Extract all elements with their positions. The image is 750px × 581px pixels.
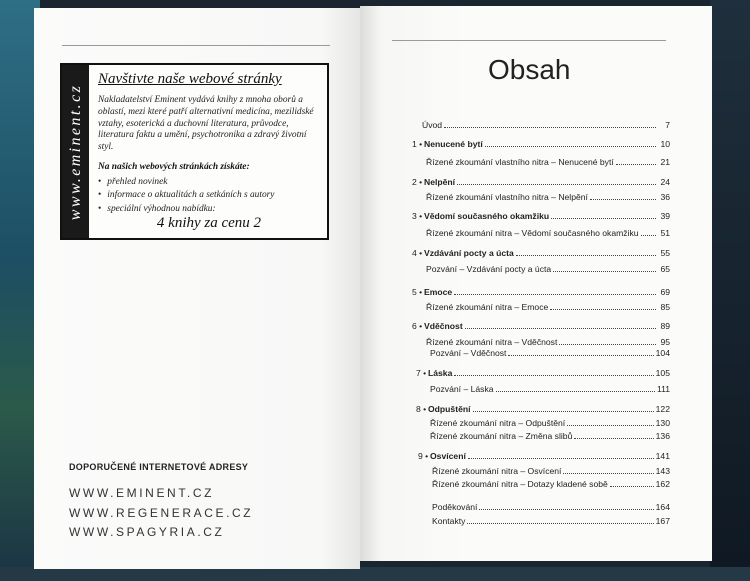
toc-page-number: 65 bbox=[660, 264, 670, 274]
ad-offer: 4 knihy za cenu 2 bbox=[156, 215, 262, 231]
toc-entry-row bbox=[430, 348, 670, 358]
toc-chapter-row bbox=[412, 211, 670, 221]
address-link[interactable]: WWW.SPAGYRIA.CZ bbox=[69, 525, 225, 539]
toc-chapter-number: 5 • bbox=[412, 287, 423, 297]
toc-page-number: 85 bbox=[660, 302, 670, 312]
toc-leader-dots bbox=[444, 126, 656, 128]
toc-entry-row bbox=[432, 479, 670, 489]
toc-entry-title: Poděkování bbox=[432, 502, 478, 512]
toc-entry-row bbox=[430, 384, 670, 394]
background-cover-right bbox=[710, 0, 750, 581]
toc-entry-row bbox=[426, 264, 670, 274]
background-bottom bbox=[0, 567, 750, 581]
ad-description: Nakladatelství Eminent vydává knihy z mnoha oborů a oblastí, mezi které patří alternativní medicína, mezilidské vztahy, esoterická a duchovní literatura, průvodce, literatura faktu a umění, psychotronika a zdravý životní styl. bbox=[98, 95, 314, 153]
toc-entry-title: Řízené zkoumání nitra – Vědomí současného okamžiku bbox=[426, 228, 639, 238]
toc-entry-row bbox=[426, 302, 670, 312]
ad-subheading: Na našich webových stránkách získáte: bbox=[98, 162, 250, 172]
toc-leader-dots bbox=[496, 390, 655, 392]
toc-page-number: 89 bbox=[660, 321, 670, 331]
toc-page-number: 104 bbox=[655, 348, 670, 358]
toc-page-number: 21 bbox=[660, 157, 670, 167]
toc-chapter-row bbox=[412, 287, 670, 297]
toc-entry-title: Řízené zkoumání nitra – Odpuštění bbox=[430, 418, 566, 428]
toc-leader-dots bbox=[508, 354, 653, 356]
toc-entry-title: Řízené zkoumání nitra – Dotazy kladené sobě bbox=[432, 479, 608, 489]
toc-chapter-title: Nenucené bytí bbox=[424, 139, 483, 149]
toc-chapter-title: Láska bbox=[428, 368, 453, 378]
toc-leader-dots bbox=[563, 472, 653, 474]
toc-page-number: 162 bbox=[655, 479, 670, 489]
toc-chapter-number: 8 • bbox=[416, 404, 427, 414]
toc-leader-dots bbox=[590, 198, 656, 200]
toc-page-number: 55 bbox=[660, 248, 670, 258]
toc-chapter-number: 1 • bbox=[412, 139, 423, 149]
ad-vertical-url: www.eminent.cz bbox=[66, 83, 84, 220]
toc-page-number: 51 bbox=[660, 228, 670, 238]
toc-leader-dots bbox=[553, 270, 656, 272]
toc-leader-dots bbox=[567, 424, 653, 426]
ad-benefit-item: • speciální výhodnou nabídku: bbox=[98, 203, 274, 216]
toc-leader-dots bbox=[454, 293, 656, 295]
toc-chapter-title: Vzdávání pocty a úcta bbox=[424, 248, 514, 258]
toc-entry-row bbox=[426, 228, 670, 238]
toc-leader-dots bbox=[465, 327, 656, 329]
toc-chapter-row bbox=[412, 177, 670, 187]
toc-chapter-number: 2 • bbox=[412, 177, 423, 187]
toc-entry-row bbox=[426, 157, 670, 167]
toc-leader-dots bbox=[574, 437, 653, 439]
toc-entry-row bbox=[432, 466, 670, 476]
left-page-rule bbox=[62, 45, 330, 46]
toc-chapter-title: Osvícení bbox=[430, 451, 466, 461]
toc-entry-title: Kontakty bbox=[432, 516, 466, 526]
ad-title: Navštivte naše webové stránky bbox=[98, 71, 282, 87]
toc-chapter-number: 3 • bbox=[412, 211, 423, 221]
toc-leader-dots bbox=[610, 485, 654, 487]
toc-chapter-number: 4 • bbox=[412, 248, 423, 258]
toc-chapter-row bbox=[412, 139, 670, 149]
toc-entry-row bbox=[430, 418, 670, 428]
toc-entry-row bbox=[426, 192, 670, 202]
toc-page-number: 122 bbox=[655, 404, 670, 414]
toc-leader-dots bbox=[641, 234, 656, 236]
toc-page-number: 167 bbox=[655, 516, 670, 526]
website-ad-box bbox=[60, 63, 329, 240]
toc-entry-row bbox=[426, 337, 670, 347]
toc-entry-row bbox=[432, 516, 670, 526]
toc-page-number: 143 bbox=[655, 466, 670, 476]
address-link[interactable]: WWW.EMINENT.CZ bbox=[69, 486, 215, 500]
toc-entry-title: Pozvání – Vzdávání pocty a úcta bbox=[426, 264, 552, 274]
address-link[interactable]: WWW.REGENERACE.CZ bbox=[69, 506, 254, 520]
toc-entry-title: Řízené zkoumání nitra – Osvícení bbox=[432, 466, 562, 476]
toc-page-number: 111 bbox=[656, 384, 670, 394]
toc-leader-dots bbox=[516, 254, 656, 256]
toc-leader-dots bbox=[467, 522, 653, 524]
toc-leader-dots bbox=[616, 163, 656, 165]
toc-leader-dots bbox=[457, 183, 656, 185]
toc-page-number: 95 bbox=[660, 337, 670, 347]
toc-chapter-title: Nelpění bbox=[424, 177, 456, 187]
toc-page-number: 69 bbox=[660, 287, 670, 297]
toc-page-number: 105 bbox=[655, 368, 670, 378]
toc-leader-dots bbox=[468, 457, 654, 459]
ad-vertical-bar bbox=[62, 65, 89, 238]
ad-benefit-item: • přehled novinek bbox=[98, 176, 274, 189]
toc-page-number: 7 bbox=[665, 120, 670, 130]
toc-chapter-number: 7 • bbox=[416, 368, 427, 378]
ad-benefit-item: • informace o aktualitách a setkáních s autory bbox=[98, 189, 274, 202]
toc-entry-title: Úvod bbox=[422, 120, 443, 130]
toc-chapter-row bbox=[418, 451, 670, 461]
toc-entry-title: Řízené zkoumání vlastního nitra – Nelpění bbox=[426, 192, 588, 202]
right-page-rule bbox=[392, 40, 666, 41]
toc-entry-title: Řízené zkoumání vlastního nitra – Nenucené bytí bbox=[426, 157, 614, 167]
toc-leader-dots bbox=[473, 410, 654, 412]
toc-chapter-row bbox=[412, 321, 670, 331]
toc-entry-title: Pozvání – Vděčnost bbox=[430, 348, 507, 358]
toc-page-number: 130 bbox=[655, 418, 670, 428]
toc-entry-title: Řízené zkoumání nitra – Změna slibů bbox=[430, 431, 573, 441]
toc-leader-dots bbox=[479, 508, 653, 510]
toc-chapter-title: Emoce bbox=[424, 287, 453, 297]
toc-page-number: 39 bbox=[660, 211, 670, 221]
toc-leader-dots bbox=[551, 217, 656, 219]
toc-entry-row bbox=[422, 120, 670, 130]
toc-entry-title: Pozvání – Láska bbox=[430, 384, 494, 394]
toc-page-number: 141 bbox=[655, 451, 670, 461]
addresses-heading: DOPORUČENÉ INTERNETOVÉ ADRESY bbox=[69, 462, 249, 472]
toc-chapter-row bbox=[416, 404, 670, 414]
toc-chapter-row bbox=[412, 248, 670, 258]
toc-chapter-title: Vděčnost bbox=[424, 321, 463, 331]
toc-leader-dots bbox=[485, 145, 656, 147]
right-page bbox=[360, 6, 712, 561]
toc-chapter-title: Vědomí současného okamžiku bbox=[424, 211, 550, 221]
ad-benefits-list bbox=[98, 176, 274, 216]
toc-entry-row bbox=[432, 502, 670, 512]
toc-entry-row bbox=[430, 431, 670, 441]
toc-page-number: 10 bbox=[660, 139, 670, 149]
toc-title: Obsah bbox=[488, 54, 571, 85]
toc-chapter-number: 9 • bbox=[418, 451, 429, 461]
toc-entry-title: Řízené zkoumání nitra – Emoce bbox=[426, 302, 549, 312]
toc-leader-dots bbox=[559, 343, 656, 345]
toc-leader-dots bbox=[550, 308, 656, 310]
toc-entry-title: Řízené zkoumání nitra – Vděčnost bbox=[426, 337, 558, 347]
toc-chapter-number: 6 • bbox=[412, 321, 423, 331]
toc-page-number: 136 bbox=[655, 431, 670, 441]
toc-chapter-title: Odpuštění bbox=[428, 404, 471, 414]
toc-page-number: 36 bbox=[660, 192, 670, 202]
toc-page-number: 164 bbox=[655, 502, 670, 512]
toc-chapter-row bbox=[416, 368, 670, 378]
toc-leader-dots bbox=[454, 374, 653, 376]
toc-page-number: 24 bbox=[660, 177, 670, 187]
